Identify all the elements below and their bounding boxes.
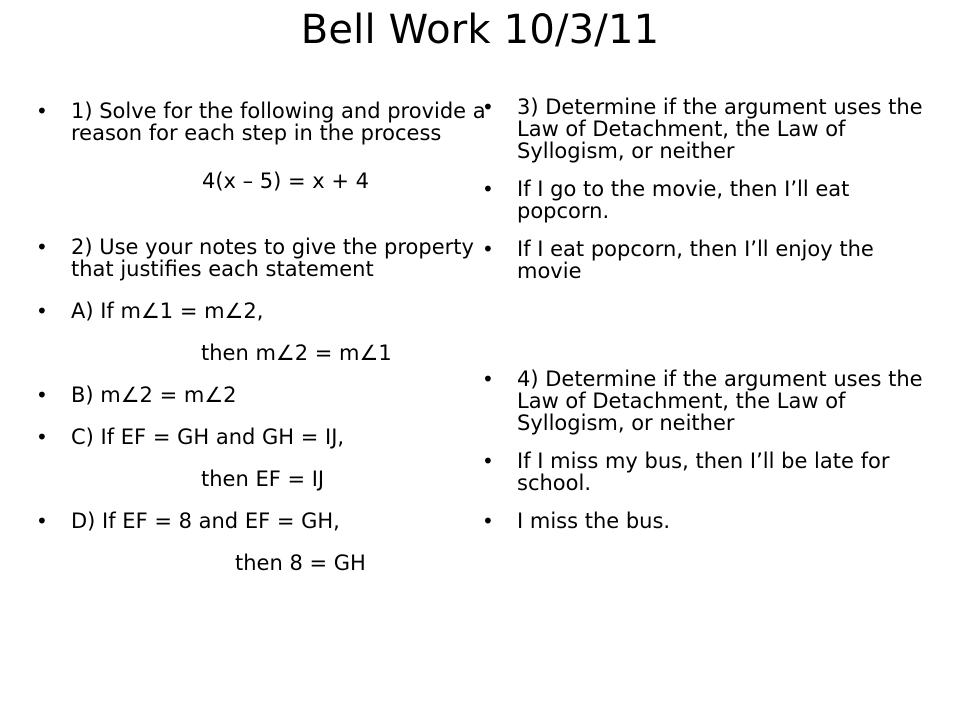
question-3-statement-2: If I eat popcorn, then I’ll enjoy the movie: [517, 237, 874, 283]
bullet-icon: •: [482, 237, 494, 261]
question-4-text: 4) Determine if the argument uses the Law of Detachment, the Law of Syllogism, or neither: [517, 367, 923, 435]
left-column: [36, 100, 500, 574]
statement-d-line1: D) If EF = 8 and EF = GH,: [71, 509, 340, 533]
bullet-icon: •: [36, 425, 48, 449]
bullet-icon: •: [482, 95, 494, 119]
question-3-text: 3) Determine if the argument uses the Law of Detachment, the Law of Syllogism, or neither: [517, 95, 923, 163]
bullet-icon: •: [482, 177, 494, 201]
list-item-q3-statement-1: [482, 178, 930, 222]
right-column: [482, 96, 930, 532]
question-3-statement-1: If I go to the movie, then I’ll eat popcorn.: [517, 177, 850, 223]
list-item-q4-statement-2: [482, 510, 930, 532]
question-4-statement-1: If I miss my bus, then I’ll be late for school.: [517, 449, 890, 495]
question-2-text: 2) Use your notes to give the property that justifies each statement: [71, 235, 474, 281]
statement-a-line2: then m∠2 = m∠1: [201, 341, 392, 365]
question-1-text: 1) Solve for the following and provide a reason for each step in the process: [71, 99, 486, 145]
bullet-icon: •: [36, 99, 48, 123]
question-4-statement-2: I miss the bus.: [517, 509, 671, 533]
list-item-q4-statement-1: [482, 450, 930, 494]
question-1-equation: 4(x – 5) = x + 4: [201, 169, 370, 193]
list-item-a: [36, 300, 500, 322]
bullet-icon: •: [36, 383, 48, 407]
statement-c-line2: then EF = IJ: [201, 467, 325, 491]
bullet-icon: •: [482, 449, 494, 473]
list-item-d: [36, 510, 500, 532]
list-item-q4: [482, 368, 930, 434]
list-item-q3: [482, 96, 930, 162]
bullet-icon: •: [482, 509, 494, 533]
list-item-q1: [36, 100, 500, 144]
list-item-q2: [36, 236, 500, 280]
bullet-icon: •: [36, 509, 48, 533]
statement-d-line2: then 8 = GH: [235, 551, 366, 575]
list-item-c: [36, 426, 500, 448]
statement-a-line1: A) If m∠1 = m∠2,: [71, 299, 264, 323]
statement-b: B) m∠2 = m∠2: [71, 383, 237, 407]
statement-c-line1: C) If EF = GH and GH = IJ,: [71, 425, 345, 449]
list-item-b: [36, 384, 500, 406]
list-item-q3-statement-2: [482, 238, 930, 282]
bullet-icon: •: [36, 235, 48, 259]
bullet-icon: •: [482, 367, 494, 391]
slide-title: Bell Work 10/3/11: [300, 7, 660, 53]
bullet-icon: •: [36, 299, 48, 323]
